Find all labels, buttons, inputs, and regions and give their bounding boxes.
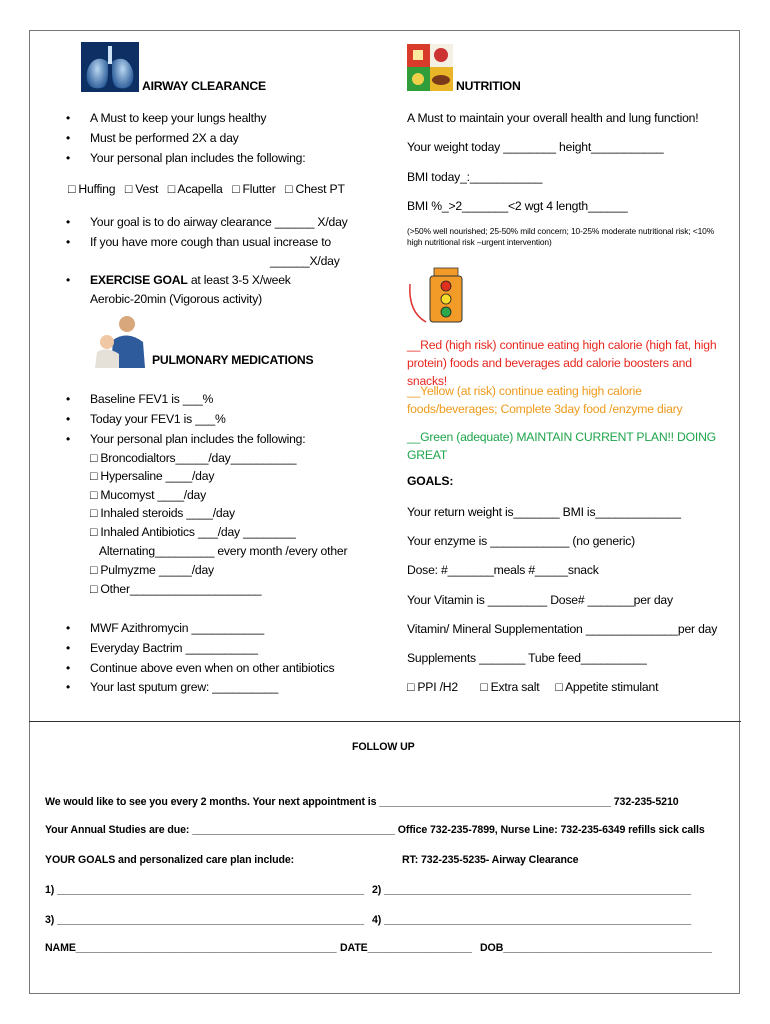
goal-options[interactable]: □ PPI /H2 □ Extra salt □ Appetite stimulant [407,680,659,694]
exercise-goal [90,273,291,287]
fev-baseline: • Baseline FEV1 is ___% [90,392,213,406]
dob-field: DOB____________________________________ [480,942,712,954]
exercise-goal-text: at least 3-5 X/week [187,273,291,287]
goal-4: 4) _____________________________________________________ [372,914,692,926]
airway-goal: • Your goal is to do airway clearance ______ X/day [90,215,348,229]
med-item[interactable]: □ Pulmyzme _____/day [90,563,214,577]
goal-line: Supplements _______ Tube feed__________ [407,651,647,665]
goal-line: Your Vitamin is _________ Dose# _______per day [407,593,673,607]
med-item[interactable]: □ Inhaled steroids ____/day [90,506,235,520]
lungs-icon [81,42,139,92]
goal-line: Your enzyme is ____________ (no generic) [407,534,636,548]
airway-clearance-title: AIRWAY CLEARANCE [142,79,266,93]
med-more: • Continue above even when on other antibiotics [90,661,334,675]
parent-child-photo [91,312,147,368]
follow-up-title: FOLLOW UP [352,741,415,753]
airway-bullet-3: • Your personal plan includes the following: [90,151,305,165]
date-field: DATE__________________ [340,942,472,954]
traffic-light-icon [406,264,468,324]
nutrition-bmi-pct: BMI %_>2_______<2 wgt 4 length______ [407,199,628,213]
next-appointment: We would like to see you every 2 months. Your next appointment is ________________________________________ 732-235-5210 [45,796,679,808]
airway-cough-cont: ______X/day [270,254,340,268]
med-more: • MWF Azithromycin ___________ [90,621,264,635]
annual-studies: Your Annual Studies are due: ___________________________________ Office 732-235-7899, Nurse Line: 732-235-6349 refills sick calls [45,824,705,836]
med-more: • Your last sputum grew: __________ [90,680,278,694]
med-more: • Everyday Bactrim ___________ [90,641,258,655]
goal-1: 1) _____________________________________________________ [45,884,365,896]
goal-line: Dose: #_______meals #_____snack [407,563,599,577]
med-item: Alternating_________ every month /every other [90,544,348,558]
med-item[interactable]: □ Broncodialtors_____/day__________ [90,451,297,465]
med-item[interactable]: □ Hypersaline ____/day [90,469,215,483]
food-pyramid-icon [407,44,453,91]
meds-plan: • Your personal plan includes the following: [90,432,305,446]
section-divider [29,721,741,722]
nutrition-bmi: BMI today_:___________ [407,170,543,184]
nutrition-note: (>50% well nourished; 25-50% mild concern; 10-25% moderate nutritional risk; <10% high nutritional risk –urgent intervention) [407,226,715,247]
goal-3: 3) _____________________________________________________ [45,914,365,926]
airway-bullet-2: • Must be performed 2X a day [90,131,239,145]
fev-today: • Today your FEV1 is ___% [90,412,226,426]
nutrition-title: NUTRITION [456,79,521,93]
status-green: __Green (adequate) MAINTAIN CURRENT PLAN!! DOING GREAT [407,430,716,462]
airway-bullet-1: • A Must to keep your lungs healthy [90,111,266,125]
goal-line: Your return weight is_______ BMI is_____________ [407,505,681,519]
status-red: __Red (high risk) continue eating high calorie (high fat, high protein) foods and beverages add calorie boosters and snacks! [407,338,717,388]
nutrition-weight: Your weight today ________ height___________ [407,140,664,154]
exercise-goal-label: EXERCISE GOAL [90,273,188,287]
goals-label: YOUR GOALS and personalized care plan include: [45,854,295,866]
pulmonary-medications-title: PULMONARY MEDICATIONS [152,353,314,367]
status-yellow: __Yellow (at risk) continue eating high calorie foods/beverages; Complete 3day food /enzyme diary [407,384,683,416]
med-item[interactable]: □ Inhaled Antibiotics ___/day ________ [90,525,296,539]
nutrition-intro: A Must to maintain your overall health and lung function! [407,111,699,125]
goals-title: GOALS: [407,474,454,488]
rt-contact: RT: 732-235-5235- Airway Clearance [402,854,579,866]
goal-2: 2) _____________________________________________________ [372,884,692,896]
med-item[interactable]: □ Mucomyst ____/day [90,488,207,502]
airway-options[interactable]: □ Huffing □ Vest □ Acapella □ Flutter □ Chest PT [68,182,345,196]
med-item[interactable]: □ Other____________________ [90,582,262,596]
exercise-cont: Aerobic-20min (Vigorous activity) [90,292,262,306]
name-field: NAME_____________________________________________ [45,942,337,954]
goal-line: Vitamin/ Mineral Supplementation ______________per day [407,622,718,636]
airway-cough: • If you have more cough than usual increase to [90,235,331,249]
